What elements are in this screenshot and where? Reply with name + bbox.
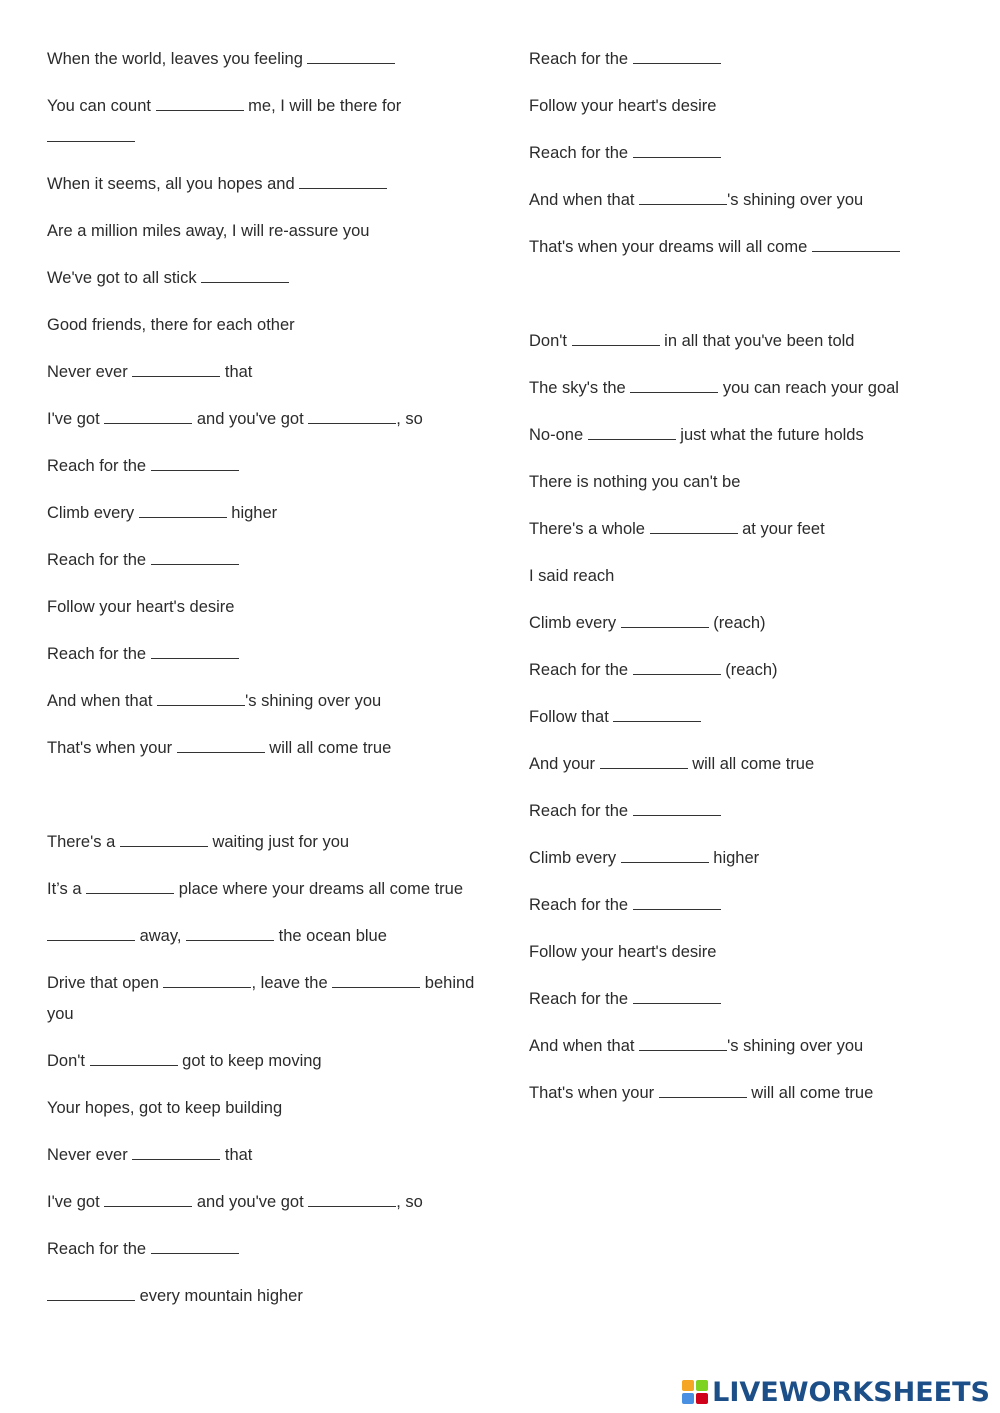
lyric-line	[529, 373, 959, 404]
answer-blank[interactable]	[307, 46, 395, 64]
lyric-text: The sky's the	[529, 379, 631, 397]
liveworksheets-logo[interactable]	[682, 1377, 990, 1407]
answer-blank[interactable]	[201, 265, 289, 283]
lyric-text: I've got	[47, 1193, 105, 1211]
lyric-line	[529, 937, 959, 968]
lyric-text: and you've got	[192, 1193, 309, 1211]
lyric-line	[47, 592, 477, 623]
answer-blank[interactable]	[139, 500, 227, 518]
lyric-text: will all come true	[264, 739, 392, 757]
lyric-text: the ocean blue	[274, 927, 387, 945]
lyric-line	[47, 874, 477, 905]
answer-blank[interactable]	[299, 171, 387, 189]
lyric-text: higher	[708, 849, 760, 867]
lyric-line	[47, 263, 477, 294]
lyric-text: No-one	[529, 426, 588, 444]
lyric-line	[47, 169, 477, 200]
lyric-text: Are a million miles away, I will re-assure you	[47, 222, 370, 240]
lyric-text: Reach for the	[529, 661, 633, 679]
lyric-line	[529, 185, 959, 216]
answer-blank[interactable]	[132, 1142, 220, 1160]
lyrics-column-left	[47, 44, 477, 1328]
answer-blank[interactable]	[613, 704, 701, 722]
lyric-text: (reach)	[708, 614, 766, 632]
lyric-line	[47, 91, 477, 153]
answer-blank[interactable]	[157, 688, 245, 706]
lyric-text: Reach for the	[529, 802, 633, 820]
lyric-text: that	[220, 1146, 253, 1164]
lyric-text: Reach for the	[47, 645, 151, 663]
lyric-text: Climb every	[529, 614, 621, 632]
lyric-text: Follow your heart's desire	[529, 97, 717, 115]
answer-blank[interactable]	[186, 923, 274, 941]
answer-blank[interactable]	[639, 1033, 727, 1051]
answer-blank[interactable]	[308, 1189, 396, 1207]
answer-blank[interactable]	[588, 422, 676, 440]
answer-blank[interactable]	[630, 375, 718, 393]
lyric-text: I said reach	[529, 567, 615, 585]
lyric-text: waiting just for you	[207, 833, 350, 851]
lyric-text: me, I will be there for	[243, 97, 402, 115]
lyric-line	[529, 326, 959, 357]
lyric-text: That's when your	[47, 739, 177, 757]
stanza-gap	[47, 780, 477, 827]
lyric-text: When the world, leaves you feeling	[47, 50, 308, 68]
answer-blank[interactable]	[104, 1189, 192, 1207]
lyric-text: Your hopes, got to keep building	[47, 1099, 283, 1117]
answer-blank[interactable]	[47, 124, 135, 142]
answer-blank[interactable]	[132, 359, 220, 377]
answer-blank[interactable]	[639, 187, 727, 205]
lyric-text: There is nothing you can't be	[529, 473, 741, 491]
lyric-text: , leave the	[251, 974, 333, 992]
lyric-text: Climb every	[47, 504, 139, 522]
lyric-text: We've got to all stick	[47, 269, 202, 287]
lyric-text: You can count	[47, 97, 156, 115]
lyric-line	[529, 843, 959, 874]
lyric-text: I've got	[47, 410, 105, 428]
lyric-text: Reach for the	[47, 457, 151, 475]
lyric-line	[529, 420, 959, 451]
lyric-text: There's a	[47, 833, 120, 851]
lyric-text: higher	[226, 504, 278, 522]
lyric-line	[529, 91, 959, 122]
lyric-text: When it seems, all you hopes and	[47, 175, 300, 193]
lyric-line	[529, 890, 959, 921]
answer-blank[interactable]	[90, 1048, 178, 1066]
answer-blank[interactable]	[151, 453, 239, 471]
lyric-text: Never ever	[47, 363, 133, 381]
lyric-text: There's a whole	[529, 520, 650, 538]
answer-blank[interactable]	[633, 140, 721, 158]
lyric-line	[47, 498, 477, 529]
lyric-text: got to keep moving	[177, 1052, 322, 1070]
liveworksheets-logo-icon	[682, 1380, 708, 1404]
lyric-line	[529, 749, 959, 780]
answer-blank[interactable]	[600, 751, 688, 769]
lyric-line	[529, 796, 959, 827]
lyric-text: It’s a	[47, 880, 87, 898]
lyric-text: Follow that	[529, 708, 614, 726]
lyric-line	[47, 1234, 477, 1265]
lyric-line	[47, 44, 477, 75]
lyric-line	[47, 921, 477, 952]
answer-blank[interactable]	[812, 234, 900, 252]
lyric-text: , so	[396, 1193, 423, 1211]
answer-blank[interactable]	[104, 406, 192, 424]
lyric-text: Reach for the	[529, 144, 633, 162]
lyric-text: place where your dreams all come true	[174, 880, 464, 898]
lyric-text: and you've got	[192, 410, 309, 428]
lyric-line	[529, 561, 959, 592]
lyric-text: in all that you've been told	[659, 332, 855, 350]
lyric-text: every mountain higher	[135, 1287, 303, 1305]
lyric-line	[529, 1031, 959, 1062]
answer-blank[interactable]	[633, 46, 721, 64]
answer-blank[interactable]	[177, 735, 265, 753]
answer-blank[interactable]	[633, 892, 721, 910]
answer-blank[interactable]	[120, 829, 208, 847]
answer-blank[interactable]	[47, 923, 135, 941]
lyric-text: Good friends, there for each other	[47, 316, 295, 334]
lyric-text: 's shining over you	[245, 692, 382, 710]
lyric-text: you can reach your goal	[718, 379, 899, 397]
answer-blank[interactable]	[151, 547, 239, 565]
lyric-text: That's when your	[529, 1084, 659, 1102]
answer-blank[interactable]	[633, 798, 721, 816]
lyric-line	[47, 1281, 477, 1312]
answer-blank[interactable]	[572, 328, 660, 346]
lyric-line	[47, 733, 477, 764]
stanza-gap	[529, 279, 959, 326]
lyric-text: Reach for the	[529, 896, 633, 914]
answer-blank[interactable]	[86, 876, 174, 894]
answer-blank[interactable]	[659, 1080, 747, 1098]
lyric-line	[529, 232, 959, 263]
lyric-text: Reach for the	[529, 990, 633, 1008]
lyric-text: Never ever	[47, 1146, 133, 1164]
lyric-line	[529, 44, 959, 75]
lyric-text: And when that	[529, 191, 640, 209]
lyric-text: And your	[529, 755, 600, 773]
lyric-line	[47, 686, 477, 717]
answer-blank[interactable]	[308, 406, 396, 424]
lyric-text: And when that	[47, 692, 158, 710]
lyric-text: Don't	[529, 332, 572, 350]
lyric-text: will all come true	[746, 1084, 874, 1102]
answer-blank[interactable]	[163, 970, 251, 988]
answer-blank[interactable]	[633, 657, 721, 675]
lyric-text: Reach for the	[529, 50, 633, 68]
answer-blank[interactable]	[633, 986, 721, 1004]
answer-blank[interactable]	[151, 1236, 239, 1254]
lyric-text: Don't	[47, 1052, 90, 1070]
brand-name: LIVEWORKSHEETS	[712, 1376, 990, 1408]
lyric-line	[47, 357, 477, 388]
lyric-line	[47, 639, 477, 670]
lyric-text: (reach)	[720, 661, 778, 679]
lyric-line	[529, 1078, 959, 1109]
lyrics-column-right	[529, 44, 959, 1125]
answer-blank[interactable]	[621, 610, 709, 628]
lyric-line	[47, 1093, 477, 1124]
lyric-text: that	[220, 363, 253, 381]
lyric-line	[529, 655, 959, 686]
lyric-text: just what the future holds	[675, 426, 864, 444]
lyric-line	[529, 467, 959, 498]
lyric-text: Follow your heart's desire	[47, 598, 235, 616]
answer-blank[interactable]	[151, 641, 239, 659]
lyric-line	[47, 827, 477, 858]
lyric-text: will all come true	[687, 755, 815, 773]
lyric-text: , so	[396, 410, 423, 428]
answer-blank[interactable]	[156, 93, 244, 111]
lyric-text: at your feet	[737, 520, 825, 538]
lyric-text: Reach for the	[47, 551, 151, 569]
lyric-line	[47, 404, 477, 435]
lyric-line	[47, 968, 477, 1030]
lyric-text: Follow your heart's desire	[529, 943, 717, 961]
lyric-text: 's shining over you	[727, 191, 864, 209]
answer-blank[interactable]	[47, 1283, 135, 1301]
lyric-line	[529, 514, 959, 545]
lyric-text: 's shining over you	[727, 1037, 864, 1055]
answer-blank[interactable]	[621, 845, 709, 863]
lyric-line	[529, 138, 959, 169]
lyric-text: away,	[135, 927, 187, 945]
lyric-line	[47, 1187, 477, 1218]
lyric-line	[529, 608, 959, 639]
lyric-text: Climb every	[529, 849, 621, 867]
lyric-line	[529, 984, 959, 1015]
lyric-text: Reach for the	[47, 1240, 151, 1258]
lyric-text: Drive that open	[47, 974, 164, 992]
lyric-text: And when that	[529, 1037, 640, 1055]
lyric-line	[529, 702, 959, 733]
lyric-line	[47, 545, 477, 576]
lyric-line	[47, 1140, 477, 1171]
answer-blank[interactable]	[332, 970, 420, 988]
answer-blank[interactable]	[650, 516, 738, 534]
lyric-line	[47, 216, 477, 247]
lyric-line	[47, 451, 477, 482]
lyric-line	[47, 1046, 477, 1077]
lyric-line	[47, 310, 477, 341]
lyric-text: That's when your dreams will all come	[529, 238, 812, 256]
lyric-text: behind you	[47, 974, 475, 1023]
